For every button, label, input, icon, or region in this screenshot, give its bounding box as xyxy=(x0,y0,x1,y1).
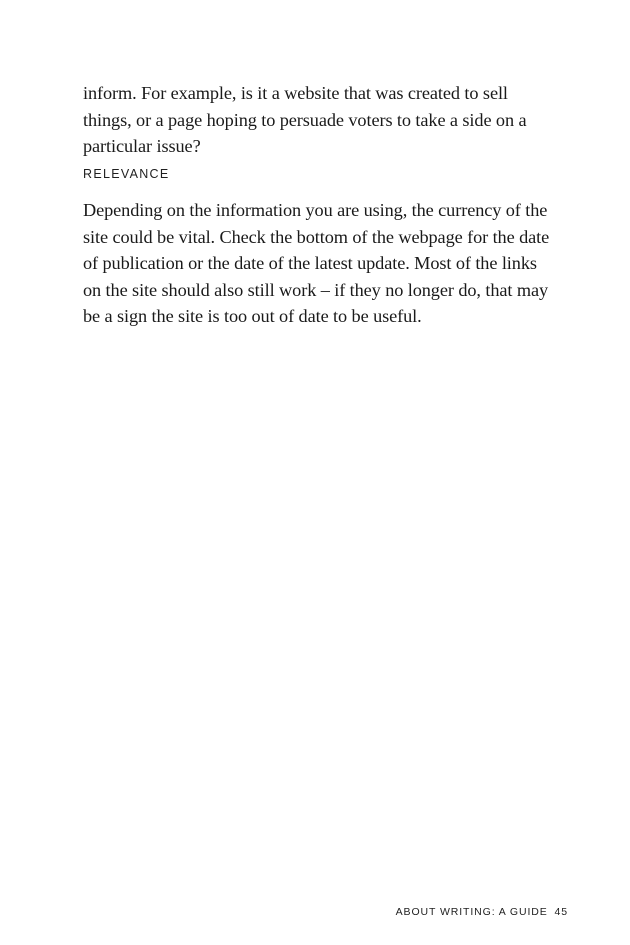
page-number: 45 xyxy=(554,906,568,918)
body-paragraph-intro: inform. For example, is it a website that was created to sell things, or a page hoping to persuade voters to take a side on a particular issue? xyxy=(83,83,527,156)
running-title: ABOUT WRITING: A GUIDE xyxy=(395,906,548,918)
page-footer xyxy=(396,906,568,918)
section-heading-relevance: RELEVANCE xyxy=(83,167,170,181)
body-paragraph-relevance: Depending on the information you are using, the currency of the site could be vital. Check the bottom of the webpage for the date of publication or the date of the latest update. Most of the links on the site should also still work – if they no longer do, that may be a sign the site is too out of date to be useful. xyxy=(83,200,550,326)
